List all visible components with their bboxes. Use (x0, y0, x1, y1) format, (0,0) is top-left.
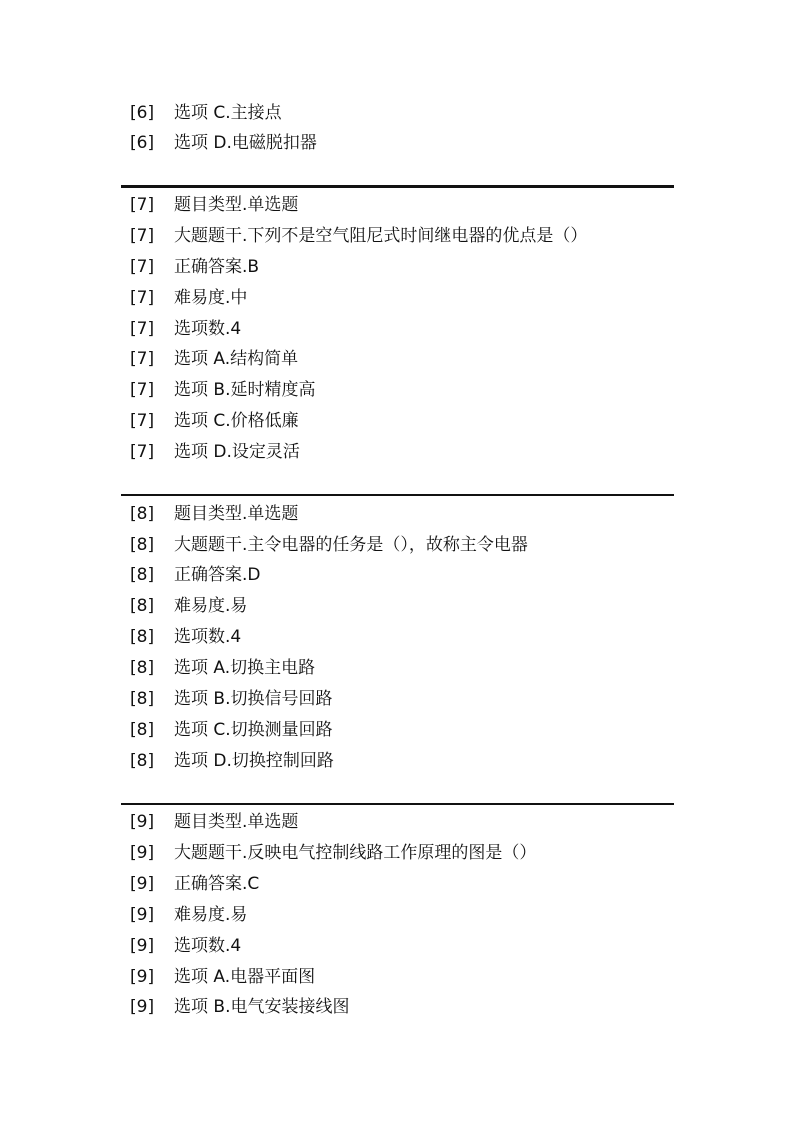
line-text: 选项 D.设定灵活 (174, 442, 300, 462)
question-number: [9] (130, 843, 155, 863)
line-text: 大题题干.主令电器的任务是（），故称主令电器 (174, 535, 528, 555)
question-number: [9] (130, 905, 155, 925)
question-number: [7] (130, 380, 155, 400)
line-text: 难易度.易 (174, 596, 248, 616)
line-text: 正确答案.D (174, 565, 261, 585)
question-number: [8] (130, 627, 155, 647)
line-text: 正确答案.C (174, 874, 260, 894)
line-text: 选项 A.切换主电路 (174, 658, 316, 678)
line-text: 大题题干.反映电气控制线路工作原理的图是（） (174, 843, 537, 863)
question-number: [8] (130, 565, 155, 585)
line-text: 选项 D.电磁脱扣器 (174, 133, 317, 153)
question-number: [9] (130, 812, 155, 832)
line-text: 选项 B.延时精度高 (174, 380, 316, 400)
line-text: 选项 C.价格低廉 (174, 411, 299, 431)
question-number: [8] (130, 535, 155, 555)
line-text: 选项 A.结构简单 (174, 349, 299, 369)
question-number: [7] (130, 257, 155, 277)
question-number: [9] (130, 967, 155, 987)
question-number: [7] (130, 411, 155, 431)
line-text: 选项数.4 (174, 319, 242, 339)
question-number: [7] (130, 349, 155, 369)
question-number: [8] (130, 596, 155, 616)
question-number: [7] (130, 226, 155, 246)
section-divider (121, 494, 674, 496)
section-divider (121, 803, 674, 805)
line-text: 题目类型.单选题 (174, 812, 299, 832)
line-text: 选项 B.电气安装接线图 (174, 997, 350, 1017)
line-text: 题目类型.单选题 (174, 195, 299, 215)
question-number: [9] (130, 936, 155, 956)
question-number: [8] (130, 720, 155, 740)
question-number: [7] (130, 319, 155, 339)
question-number: [7] (130, 288, 155, 308)
line-text: 难易度.易 (174, 905, 248, 925)
question-number: [8] (130, 689, 155, 709)
question-number: [7] (130, 442, 155, 462)
line-text: 难易度.中 (174, 288, 248, 308)
question-number: [8] (130, 504, 155, 524)
line-text: 选项 D.切换控制回路 (174, 751, 334, 771)
line-text: 选项数.4 (174, 627, 242, 647)
line-text: 选项 A.电器平面图 (174, 967, 316, 987)
line-text: 选项数.4 (174, 936, 242, 956)
line-text: 选项 C.主接点 (174, 103, 282, 123)
line-text: 正确答案.B (174, 257, 260, 277)
question-number: [6] (130, 133, 155, 153)
question-number: [6] (130, 103, 155, 123)
line-text: 选项 C.切换测量回路 (174, 720, 333, 740)
line-text: 题目类型.单选题 (174, 504, 299, 524)
question-number: [9] (130, 997, 155, 1017)
question-number: [7] (130, 195, 155, 215)
line-text: 选项 B.切换信号回路 (174, 689, 333, 709)
question-number: [8] (130, 751, 155, 771)
line-text: 大题题干.下列不是空气阻尼式时间继电器的优点是（） (174, 226, 588, 246)
section-divider (121, 185, 674, 188)
question-number: [9] (130, 874, 155, 894)
question-number: [8] (130, 658, 155, 678)
